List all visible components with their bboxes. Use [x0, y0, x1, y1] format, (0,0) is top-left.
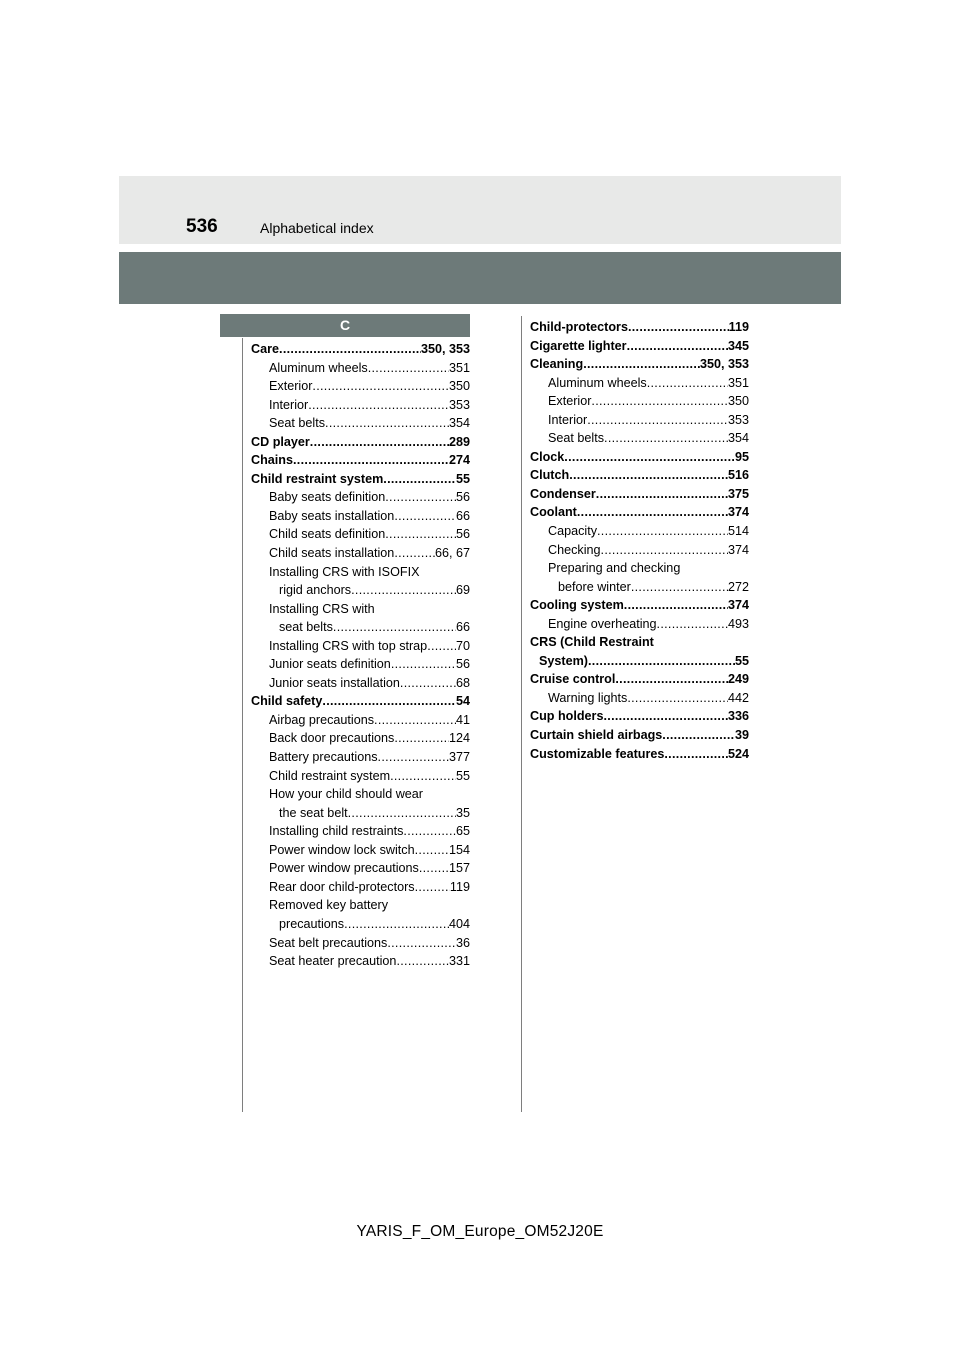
index-entry	[530, 485, 749, 504]
dot-leader	[569, 466, 728, 485]
index-entry-label: Engine overheating	[548, 616, 657, 631]
dot-leader	[333, 618, 456, 637]
index-entry-page[interactable]: 516	[727, 468, 749, 483]
index-entry	[530, 745, 749, 764]
index-entry-page[interactable]: 68	[455, 675, 470, 690]
index-entry-page[interactable]: 249	[727, 672, 749, 687]
dot-leader	[415, 841, 449, 860]
index-entry	[251, 359, 470, 378]
index-entry-label: Coolant	[530, 505, 577, 520]
index-entry-label: Chains	[251, 453, 293, 468]
dot-leader	[597, 522, 728, 541]
index-entry	[530, 670, 749, 689]
index-entry	[530, 318, 749, 337]
index-entry-page[interactable]: 56	[455, 490, 470, 505]
index-entry-page[interactable]: 345	[727, 338, 749, 353]
page-number: 536	[186, 216, 218, 237]
index-entry-label: Child restraint system	[251, 471, 384, 486]
index-entry-label: CD player	[251, 434, 310, 449]
index-column-left	[251, 340, 470, 971]
dot-leader	[415, 878, 450, 897]
index-entry-page[interactable]: 274	[448, 453, 470, 468]
index-entry-label: Child seats installation	[269, 546, 395, 561]
index-entry-page[interactable]: 442	[727, 690, 749, 705]
dot-leader	[293, 451, 449, 470]
index-entry	[251, 396, 470, 415]
dot-leader	[603, 707, 728, 726]
index-entry-label: Power window lock switch	[269, 842, 415, 857]
index-entry-label: Aluminum wheels	[269, 360, 368, 375]
index-entry-page[interactable]: 493	[727, 616, 749, 631]
dot-leader	[596, 485, 728, 504]
dot-leader	[628, 318, 729, 337]
index-entry-label: Warning lights	[548, 690, 628, 705]
dot-leader	[374, 711, 456, 730]
index-entry-page[interactable]: 404	[448, 916, 470, 931]
index-entry	[251, 470, 470, 489]
index-entry	[251, 711, 470, 730]
dot-leader	[383, 470, 456, 489]
index-entry	[530, 559, 749, 578]
index-entry	[251, 859, 470, 878]
index-entry-label: Child safety	[251, 694, 323, 709]
index-entry	[530, 374, 749, 393]
index-entry	[530, 355, 749, 374]
index-entry-label: before winter	[558, 579, 631, 594]
index-entry-page[interactable]: 70	[455, 638, 470, 653]
index-entry-label: Cigarette lighter	[530, 338, 627, 353]
index-entry-label: Back door precautions	[269, 731, 395, 746]
index-entry-label: Power window precautions	[269, 861, 419, 876]
index-entry	[251, 600, 470, 619]
index-entry	[530, 633, 749, 652]
index-entry-page[interactable]: 354	[448, 416, 470, 431]
index-entry-label: Rear door child-protectors	[269, 879, 415, 894]
dot-leader	[390, 767, 456, 786]
index-entry-page[interactable]: 354	[727, 431, 749, 446]
dot-leader	[587, 411, 728, 430]
index-entry	[251, 674, 470, 693]
dot-leader	[308, 396, 449, 415]
index-entry-label: Junior seats installation	[269, 675, 400, 690]
index-entry	[251, 767, 470, 786]
index-letter-tab: C	[220, 314, 470, 337]
dot-leader	[601, 541, 728, 560]
index-entry-label: Exterior	[269, 379, 313, 394]
index-entry	[251, 804, 470, 823]
column-divider-right	[521, 316, 522, 1112]
index-entry-page[interactable]: 65	[455, 824, 470, 839]
index-entry	[530, 448, 749, 467]
header-dark-bar	[119, 252, 841, 304]
index-entry-label: Child-protectors	[530, 320, 628, 334]
index-entry-label: Curtain shield airbags	[530, 728, 663, 743]
index-entry-label: Cleaning	[530, 357, 584, 372]
index-entry-label: precautions	[279, 916, 345, 931]
index-entry-page[interactable]: 375	[727, 486, 749, 501]
dot-leader	[627, 689, 728, 708]
index-entry-page[interactable]: 353	[727, 412, 749, 427]
index-column-right	[530, 318, 749, 763]
index-entry	[251, 692, 470, 711]
dot-leader	[591, 392, 728, 411]
dot-leader	[322, 692, 456, 711]
index-entry	[251, 525, 470, 544]
index-entry-page[interactable]: 374	[727, 505, 749, 520]
dot-leader	[385, 488, 456, 507]
index-entry-label: Cruise control	[530, 672, 616, 687]
index-entry	[251, 952, 470, 971]
index-entry-label: How your child should wear	[269, 787, 423, 802]
dot-leader	[627, 337, 728, 356]
index-entry-label: Child seats definition	[269, 527, 386, 542]
index-entry-label: the seat belt	[279, 805, 348, 820]
dot-leader	[279, 340, 421, 359]
index-entry-page[interactable]: 289	[448, 434, 470, 449]
dot-leader	[564, 448, 735, 467]
index-entry-label: Child restraint system	[269, 768, 391, 783]
index-entry	[251, 822, 470, 841]
dot-leader	[348, 804, 456, 823]
index-entry	[530, 726, 749, 745]
dot-leader	[647, 374, 728, 393]
index-entry	[251, 451, 470, 470]
dot-leader	[394, 507, 456, 526]
index-entry-label: Seat heater precaution	[269, 954, 397, 969]
index-entry-label: rigid anchors	[279, 583, 352, 598]
index-entry	[251, 729, 470, 748]
index-entry	[251, 433, 470, 452]
index-entry-label: Customizable features	[530, 746, 665, 761]
dot-leader	[391, 655, 456, 674]
dot-leader	[394, 729, 449, 748]
index-entry-page[interactable]: 353	[448, 397, 470, 412]
index-entry-page[interactable]: 154	[448, 842, 470, 857]
index-entry-label: Preparing and checking	[548, 561, 681, 576]
index-entry	[251, 507, 470, 526]
index-entry-page[interactable]: 54	[455, 694, 470, 709]
dot-leader	[657, 615, 728, 634]
index-entry-page[interactable]: 55	[455, 471, 470, 486]
index-entry-label: Seat belt precautions	[269, 935, 388, 950]
index-entry-label: Aluminum wheels	[548, 375, 647, 390]
dot-leader	[325, 414, 449, 433]
index-entry-page[interactable]: 66, 67	[434, 546, 470, 561]
index-entry-page[interactable]: 66	[455, 508, 470, 523]
index-entry-label: Installing CRS with ISOFIX	[269, 564, 420, 579]
index-entry	[251, 915, 470, 934]
index-entry	[251, 414, 470, 433]
index-entry-label: Cup holders	[530, 709, 604, 724]
index-entry	[251, 637, 470, 656]
index-entry-page[interactable]: 124	[448, 731, 470, 746]
index-entry-label: Interior	[269, 397, 309, 412]
index-entry-page[interactable]: 514	[727, 524, 749, 539]
dot-leader	[385, 525, 456, 544]
index-entry	[530, 615, 749, 634]
index-entry-page[interactable]: 119	[449, 879, 470, 894]
index-entry	[530, 652, 749, 671]
index-entry	[530, 541, 749, 560]
index-entry-page[interactable]: 374	[727, 542, 749, 557]
index-entry	[530, 466, 749, 485]
index-entry-page[interactable]: 35	[455, 805, 470, 820]
index-entry-page[interactable]: 55	[455, 768, 470, 783]
document-code: YARIS_F_OM_Europe_OM52J20E	[356, 1223, 604, 1240]
index-entry-page[interactable]: 36	[455, 935, 470, 950]
column-divider-left	[242, 338, 243, 1112]
dot-leader	[604, 429, 728, 448]
index-entry-label: Installing CRS with top strap	[269, 638, 428, 653]
dot-leader	[664, 745, 728, 764]
index-entry	[251, 618, 470, 637]
index-entry-label: Checking	[548, 542, 601, 557]
index-entry-label: CRS (Child Restraint	[530, 635, 654, 650]
dot-leader	[403, 822, 456, 841]
index-entry-label: Battery precautions	[269, 750, 378, 765]
index-entry	[530, 689, 749, 708]
dot-leader	[631, 578, 728, 597]
index-entry-page[interactable]: 69	[455, 583, 470, 598]
index-entry-page[interactable]: 350, 353	[420, 342, 470, 356]
dot-leader	[368, 359, 449, 378]
index-entry	[251, 655, 470, 674]
index-entry	[251, 748, 470, 767]
index-entry	[530, 411, 749, 430]
index-entry	[530, 429, 749, 448]
index-entry-page[interactable]: 351	[448, 360, 470, 375]
index-entry	[251, 563, 470, 582]
index-entry	[530, 522, 749, 541]
dot-leader	[615, 670, 728, 689]
dot-leader	[400, 674, 456, 693]
index-entry-page[interactable]: 66	[455, 620, 470, 635]
index-entry-label: Junior seats definition	[269, 657, 391, 672]
index-entry-page[interactable]: 55	[734, 653, 749, 668]
index-entry-label: System)	[539, 653, 588, 668]
index-entry-page[interactable]: 336	[727, 709, 749, 724]
index-entry-label: Interior	[548, 412, 588, 427]
index-entry-page[interactable]: 41	[455, 712, 470, 727]
index-entry-page[interactable]: 56	[455, 527, 470, 542]
index-entry	[530, 707, 749, 726]
index-entry-label: Cooling system	[530, 598, 624, 613]
index-entry-label: Seat belts	[548, 431, 605, 446]
index-entry	[530, 578, 749, 597]
index-entry-label: Installing child restraints	[269, 824, 404, 839]
index-entry-page[interactable]: 157	[448, 861, 470, 876]
dot-leader	[378, 748, 449, 767]
index-entry-page[interactable]: 39	[734, 728, 749, 743]
index-entry	[251, 841, 470, 860]
index-entry	[251, 785, 470, 804]
index-entry-page[interactable]: 350	[448, 379, 470, 394]
index-entry-page[interactable]: 377	[448, 750, 470, 765]
index-entry-page[interactable]: 374	[727, 598, 749, 613]
index-entry-page[interactable]: 350, 353	[699, 357, 749, 372]
index-entry-label: Baby seats definition	[269, 490, 386, 505]
index-entry	[251, 488, 470, 507]
dot-leader	[394, 544, 435, 563]
index-entry-label: Clock	[530, 449, 565, 464]
index-entry-label: seat belts	[279, 620, 333, 635]
index-entry-page[interactable]: 119	[728, 320, 749, 334]
dot-leader	[577, 503, 728, 522]
dot-leader	[310, 433, 449, 452]
dot-leader	[662, 726, 735, 745]
dot-leader	[419, 859, 449, 878]
index-entry-page[interactable]: 95	[734, 449, 749, 464]
dot-leader	[312, 377, 449, 396]
dot-leader	[396, 952, 449, 971]
index-entry-page[interactable]: 56	[455, 657, 470, 672]
section-title: Alphabetical index	[260, 220, 374, 236]
index-entry-page[interactable]: 272	[727, 579, 749, 594]
index-entry	[251, 878, 470, 897]
index-entry-page[interactable]: 331	[448, 954, 470, 969]
index-entry-page[interactable]: 524	[727, 746, 749, 761]
index-entry-page[interactable]: 350	[727, 394, 749, 409]
index-entry	[251, 340, 470, 359]
dot-leader	[351, 581, 456, 600]
header-band	[119, 176, 841, 244]
index-entry-label: Capacity	[548, 524, 597, 539]
index-entry-label: Condenser	[530, 486, 596, 501]
index-entry-label: Baby seats installation	[269, 508, 395, 523]
index-entry	[251, 934, 470, 953]
index-entry	[530, 337, 749, 356]
index-entry-label: Removed key battery	[269, 898, 388, 913]
index-entry	[251, 581, 470, 600]
index-entry	[251, 896, 470, 915]
dot-leader	[588, 652, 735, 671]
dot-leader	[387, 934, 456, 953]
dot-leader	[583, 355, 700, 374]
dot-leader	[344, 915, 449, 934]
dot-leader	[427, 637, 456, 656]
index-entry-label: Care	[251, 342, 280, 356]
index-entry	[530, 596, 749, 615]
index-entry-label: Seat belts	[269, 416, 326, 431]
index-entry-label: Exterior	[548, 394, 592, 409]
index-entry-page[interactable]: 351	[727, 375, 749, 390]
index-entry-label: Clutch	[530, 468, 570, 483]
index-entry	[251, 377, 470, 396]
index-entry	[530, 392, 749, 411]
dot-leader	[624, 596, 728, 615]
index-entry-label: Installing CRS with	[269, 601, 375, 616]
index-entry	[251, 544, 470, 563]
index-entry-label: Airbag precautions	[269, 712, 375, 727]
index-entry	[530, 503, 749, 522]
